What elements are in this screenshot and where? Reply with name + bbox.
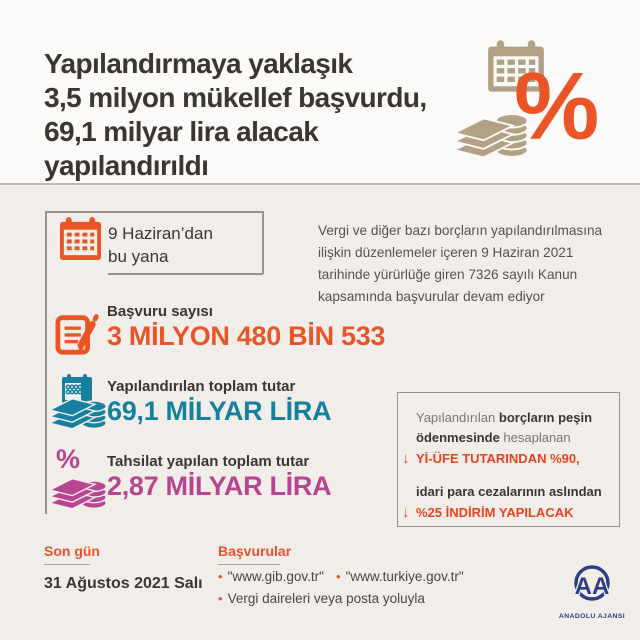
- deadline-underline: [44, 564, 90, 565]
- spacer: [416, 469, 609, 482]
- percent-icon: %: [514, 53, 600, 160]
- since-box-border-bottom: [108, 273, 263, 275]
- stat-value: 2,87 MİLYAR LİRA: [107, 471, 332, 501]
- deadline-value: 31 Ağustos 2021 Salı: [44, 575, 203, 592]
- bullet-icon: •: [218, 591, 223, 606]
- applications-heading: Başvurular: [218, 543, 292, 559]
- penalty-highlight: ↓ %25 İNDİRİM YAPILACAK: [402, 504, 574, 521]
- header-divider: [0, 183, 640, 185]
- application-item: • Vergi daireleri veya posta yoluyla: [218, 591, 425, 606]
- title-line: 69,1 milyar lira alacak: [44, 115, 319, 147]
- discount-intro: Yapılandırılan borçların peşin ödenmesinde hesaplanan: [416, 410, 593, 445]
- page-title: [44, 47, 427, 183]
- percent-glyph: %: [56, 444, 81, 474]
- aa-caption: ANADOLU AJANSI: [558, 613, 626, 620]
- since-calendar-icon: [58, 216, 103, 263]
- down-arrow-icon: ↓: [402, 450, 410, 467]
- bullet-icon: •: [336, 569, 341, 584]
- vertical-rule: [45, 211, 47, 514]
- since-box-border-right: [262, 211, 264, 274]
- title-line: Yapılandırmaya yaklaşık: [44, 47, 353, 79]
- applications-underline: [218, 564, 280, 565]
- aa-monogram-icon: [568, 563, 616, 607]
- since-box-border-top: [45, 211, 263, 213]
- since-label: 9 Haziran’dan bu yana: [108, 224, 213, 266]
- down-arrow-icon: ↓: [402, 504, 410, 521]
- discount-highlight: ↓ Yİ-ÜFE TUTARINDAN %90,: [402, 450, 580, 467]
- intro-text: Vergi ve diğer bazı borçların yapılandırılmasına ilişkin düzenlemeler içeren 9 Haziran 2021 tarihinde yürürlüğe giren 7326 sayılı Kanun kapsamında başvurular devam ediyor: [318, 222, 603, 304]
- title-line: yapılandırıldı: [44, 149, 209, 181]
- deadline-heading: Son gün: [44, 543, 100, 559]
- stat-label: Yapılandırılan toplam tutar: [107, 378, 296, 395]
- discount-box: [397, 392, 620, 527]
- application-item: • "www.turkiye.gov.tr": [336, 569, 464, 584]
- title-line: 3,5 milyon mükellef başvurdu,: [44, 81, 427, 113]
- calendar-money-icon: [48, 374, 108, 432]
- bullet-icon: •: [218, 569, 223, 584]
- aa-logo: [552, 563, 632, 620]
- document-pencil-icon: [55, 310, 101, 356]
- stat-value: 69,1 MİLYAR LİRA: [107, 396, 332, 426]
- aa-monogram: AA: [574, 573, 610, 600]
- stat-label: Başvuru sayısı: [107, 303, 213, 320]
- stat-value: 3 MİLYON 480 BİN 533: [107, 321, 386, 351]
- penalty-text: idari para cezalarının aslından: [416, 484, 602, 499]
- application-item: • "www.gib.gov.tr": [218, 569, 324, 584]
- stat-label: Tahsilat yapılan toplam tutar: [107, 453, 310, 470]
- percent-money-icon: [48, 444, 108, 510]
